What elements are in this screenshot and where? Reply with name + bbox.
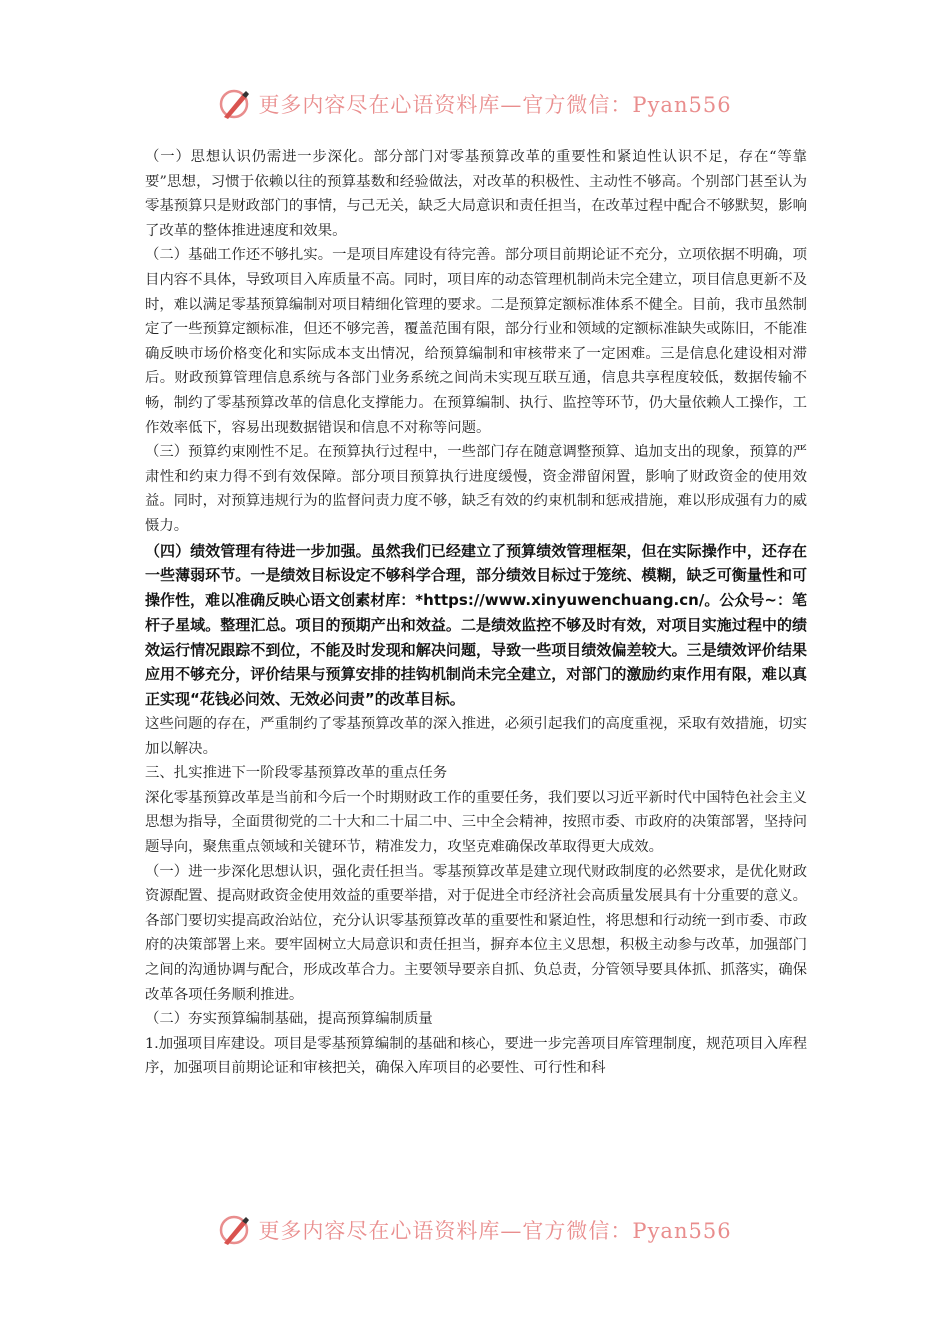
paragraph: 1.加强项目库建设。项目是零基预算编制的基础和核心，要进一步完善项目库管理制度，规范项目入库程序，加强项目前期论证和审核把关，确保入库项目的必要性、可行性和科	[145, 1035, 807, 1077]
paragraph: （三）预算约束刚性不足。在预算执行过程中，一些部门存在随意调整预算、追加支出的现象，预算的严肃性和约束力得不到有效保障。部分项目预算执行进度缓慢，资金滞留闲置，影响了财政资金的使用效益。同时，对预算违规行为的监督问责力度不够，缺乏有效的约束机制和惩戒措施，难以形成强有力的威慑力。	[145, 444, 807, 534]
subsection-heading: （二）夯实预算编制基础，提高预算编制质量	[145, 1011, 433, 1028]
header-banner	[0, 84, 950, 124]
footer-banner	[0, 1210, 950, 1250]
paragraph: 这些问题的存在，严重制约了零基预算改革的深入推进，必须引起我们的高度重视，采取有效措施，切实加以解决。	[145, 716, 807, 757]
paragraph: （一）思想认识仍需进一步深化。部分部门对零基预算改革的重要性和紧迫性认识不足，存在“等靠要”思想，习惯于依赖以往的预算基数和经验做法，对改革的积极性、主动性不够高。个别部门甚至认为零基预算只是财政部门的事情，与己无关，缺乏大局意识和责任担当，在改革过程中配合不够默契，影响了改革的整体推进速度和效果。	[145, 149, 807, 239]
document-body	[145, 145, 807, 1081]
banner-text: 更多内容尽在心语资料库—官方微信：Pyan556	[258, 1219, 732, 1243]
paragraph: （二）基础工作还不够扎实。一是项目库建设有待完善。部分项目前期论证不充分，立项依据不明确，项目内容不具体，导致项目入库质量不高。同时，项目库的动态管理机制尚未完全建立，项目信息更新不及时，难以满足零基预算编制对项目精细化管理的要求。二是预算定额标准体系不健全。目前，我市虽然制定了一些预算定额标准，但还不够完善，覆盖范围有限，部分行业和领域的定额标准缺失或陈旧，不能准确反映市场价格变化和实际成本支出情况，给预算编制和审核带来了一定困难。三是信息化建设相对滞后。财政预算管理信息系统与各部门业务系统之间尚未实现互联互通，信息共享程度较低，数据传输不畅，制约了零基预算改革的信息化支撑能力。在预算编制、执行、监控等环节，仍大量依赖人工操作，工作效率低下，容易出现数据错误和信息不对称等问题。	[145, 247, 807, 436]
section-heading: 三、扎实推进下一阶段零基预算改革的重点任务	[145, 765, 448, 782]
pen-logo-icon	[218, 1213, 252, 1247]
paragraph-bold: （四）绩效管理有待进一步加强。虽然我们已经建立了预算绩效管理框架，但在实际操作中，还存在一些薄弱环节。一是绩效目标设定不够科学合理，部分绩效目标过于笼统、模糊，缺乏可衡量性和可操作性，难以准确反映心语文创素材库：*https://www.xinyuwenchuang.cn/。公众号~：笔杆子星域。整理汇总。项目的预期产出和效益。二是绩效监控不够及时有效，对项目实施过程中的绩效运行情况跟踪不到位，不能及时发现和解决问题，导致一些项目绩效偏差较大。三是绩效评价结果应用不够充分，评价结果与预算安排的挂钩机制尚未完全建立，对部门的激励约束作用有限，难以真正实现“花钱必问效、无效必问责”的改革目标。	[145, 541, 807, 709]
paragraph: 深化零基预算改革是当前和今后一个时期财政工作的重要任务，我们要以习近平新时代中国特色社会主义思想为指导，全面贯彻党的二十大和二十届二中、三中全会精神，按照市委、市政府的决策部署，坚持问题导向，聚焦重点领域和关键环节，精准发力，攻坚克难确保改革取得更大成效。	[145, 789, 807, 856]
pen-logo-icon	[218, 87, 252, 121]
paragraph: （一）进一步深化思想认识，强化责任担当。零基预算改革是建立现代财政制度的必然要求，是优化财政资源配置、提高财政资金使用效益的重要举措，对于促进全市经济社会高质量发展具有十分重要的意义。各部门要切实提高政治站位，充分认识零基预算改革的重要性和紧迫性，将思想和行动统一到市委、市政府的决策部署上来。要牢固树立大局意识和责任担当，摒弃本位主义思想，积极主动参与改革，加强部门之间的沟通协调与配合，形成改革合力。主要领导要亲自抓、负总责，分管领导要具体抓、抓落实，确保改革各项任务顺利推进。	[145, 863, 807, 1003]
banner-text: 更多内容尽在心语资料库—官方微信：Pyan556	[258, 93, 732, 117]
